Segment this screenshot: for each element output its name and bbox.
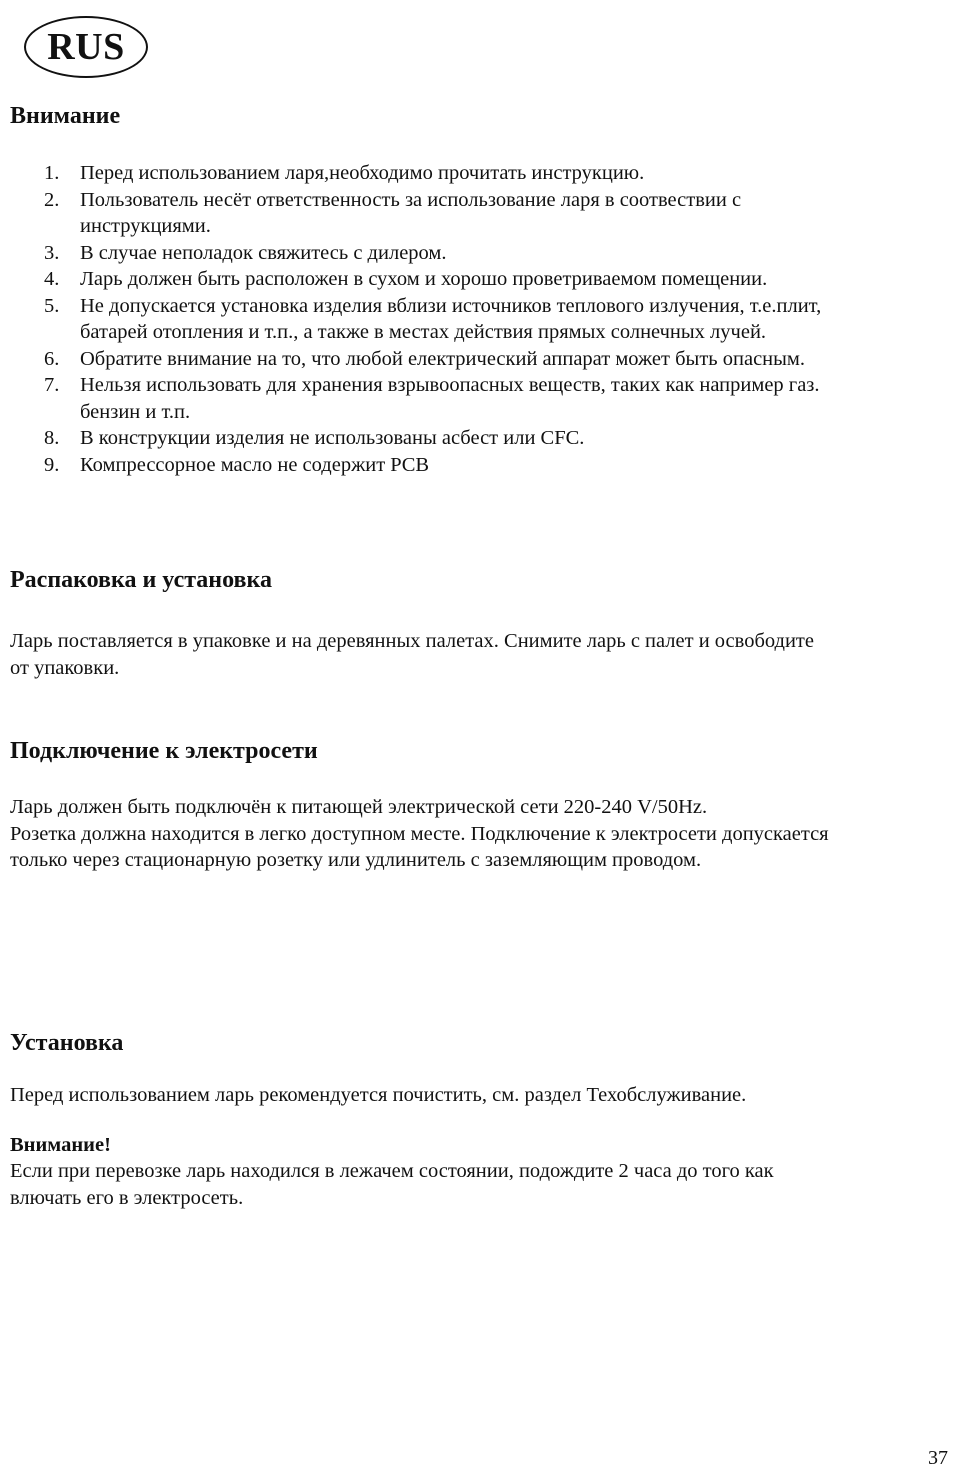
list-item-number: 6. bbox=[44, 347, 60, 370]
list-item-text: Пользователь несёт ответственность за использование ларя в соотвествии с bbox=[80, 188, 742, 211]
list-item bbox=[0, 452, 821, 479]
list-item-text: Нельзя использовать для хранения взрывоопасных веществ, таких как например газ. bbox=[80, 374, 820, 396]
list-item-number: 8. bbox=[44, 427, 60, 449]
list-item bbox=[0, 293, 821, 346]
list-item-number: 3. bbox=[44, 241, 60, 264]
paragraph-line: от упаковки. bbox=[10, 656, 120, 679]
list-item-number: 7. bbox=[44, 374, 60, 396]
list-item bbox=[0, 346, 821, 373]
list-item bbox=[0, 240, 821, 267]
list-item-number: 2. bbox=[44, 188, 60, 211]
list-item bbox=[0, 372, 821, 425]
list-item-number: 9. bbox=[44, 453, 60, 476]
list-item-text: Обратите внимание на то, что любой електрический аппарат может быть опасным. bbox=[80, 347, 806, 370]
list-item-text: В случае неполадок свяжитесь с дилером. bbox=[80, 241, 447, 264]
paragraph-line: Ларь поставляется в упаковке и на деревянных палетах. Снимите ларь с палет и освободите bbox=[10, 630, 814, 652]
list-item-number: 5. bbox=[44, 294, 60, 317]
list-item-number: 1. bbox=[44, 162, 60, 184]
list-item-text: инструкциями. bbox=[80, 215, 211, 237]
installation-text bbox=[10, 1082, 746, 1109]
warning-label: Внимание! bbox=[10, 1134, 111, 1156]
language-badge: RUS bbox=[24, 16, 148, 78]
paragraph-line: Розетка должна находится в легко доступном месте. Подключение к электросети допускается bbox=[10, 822, 829, 845]
paragraph-line: влючать его в электросеть. bbox=[10, 1186, 244, 1209]
list-item bbox=[0, 425, 821, 452]
list-item-text: Ларь должен быть расположен в сухом и хорошо проветриваемом помещении. bbox=[80, 268, 768, 290]
list-item-text: бензин и т.п. bbox=[80, 400, 191, 423]
paragraph-line: Если при перевозке ларь находился в лежачем состоянии, подождите 2 часа до того как bbox=[10, 1160, 774, 1182]
installation-heading: Установка bbox=[10, 1030, 124, 1056]
list-item-text: Не допускается установка изделия вблизи источников теплового излучения, т.е.плит, bbox=[80, 294, 822, 317]
paragraph-line: Перед использованием ларь рекомендуется почистить, см. раздел Техобслуживание. bbox=[10, 1084, 747, 1106]
list-item-number: 4. bbox=[44, 268, 60, 290]
attention-list bbox=[0, 160, 821, 478]
paragraph-line: только через стационарную розетку или удлинитель с заземляющим проводом. bbox=[10, 849, 702, 871]
warning-text bbox=[10, 1158, 774, 1211]
page-number: 37 bbox=[928, 1447, 948, 1469]
list-item bbox=[0, 160, 821, 187]
power-text bbox=[10, 794, 829, 874]
list-item bbox=[0, 266, 821, 293]
list-item bbox=[0, 187, 821, 240]
paragraph-line: Ларь должен быть подключён к питающей электрической сети 220-240 V/50Hz. bbox=[10, 796, 708, 818]
power-heading: Подключение к электросети bbox=[10, 738, 318, 764]
list-item-text: батарей отопления и т.п., а также в местах действия прямых солнечных лучей. bbox=[80, 321, 767, 343]
unpacking-text bbox=[10, 628, 814, 681]
attention-heading: Внимание bbox=[10, 103, 121, 129]
unpacking-heading: Распаковка и установка bbox=[10, 567, 272, 593]
list-item-text: Перед использованием ларя,необходимо прочитать инструкцию. bbox=[80, 162, 645, 184]
list-item-text: Компрессорное масло не содержит PCB bbox=[80, 453, 430, 476]
list-item-text: В конструкции изделия не использованы асбест или CFC. bbox=[80, 427, 585, 449]
